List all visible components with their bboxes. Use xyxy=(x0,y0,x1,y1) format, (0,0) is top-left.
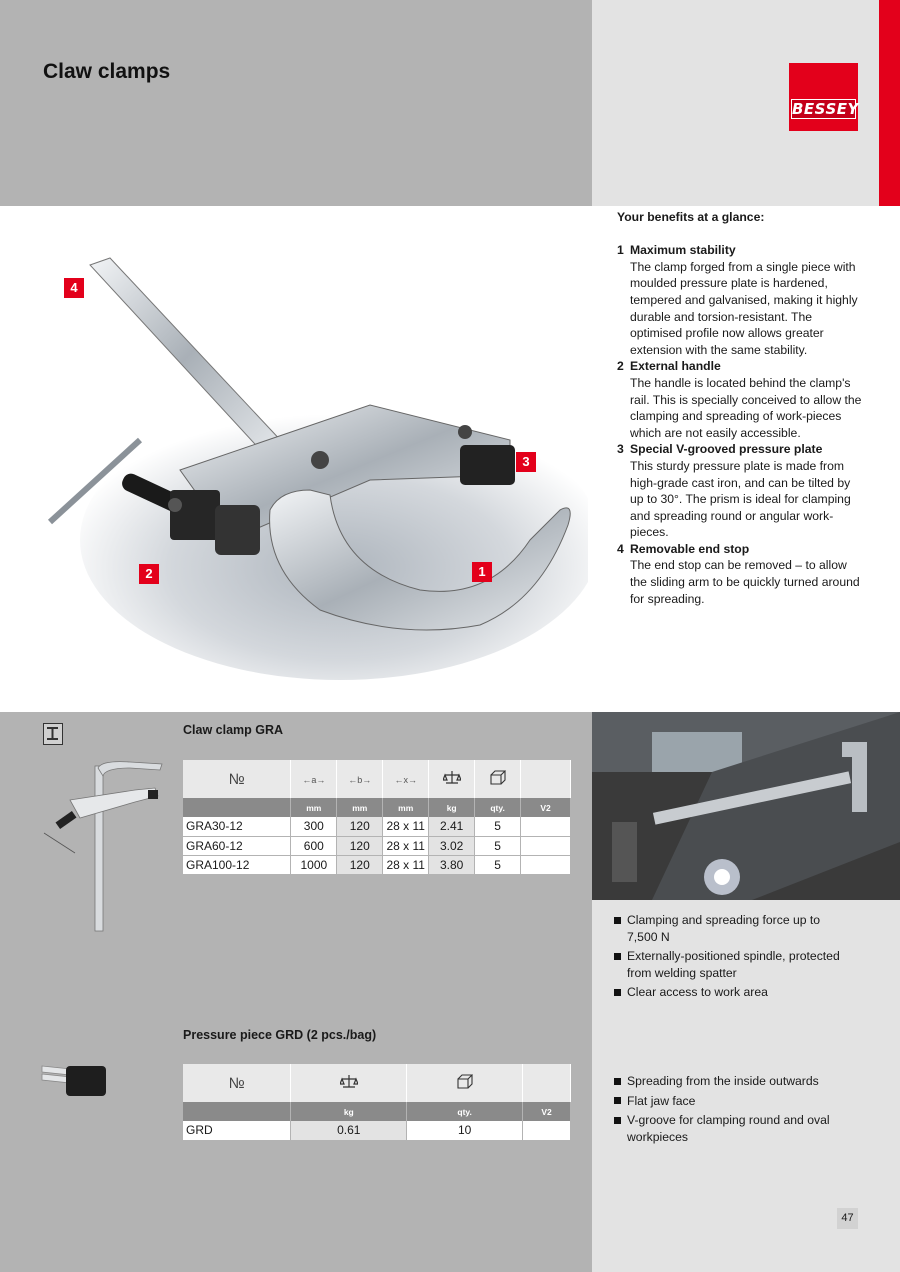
article-number-cell: GRD xyxy=(183,1121,291,1140)
i-beam-icon xyxy=(44,724,61,743)
bullet-square xyxy=(614,1078,621,1085)
workshop-image xyxy=(592,712,900,900)
list-item xyxy=(613,912,853,945)
list-item-text: V-groove for clamping round and oval workpieces xyxy=(627,1113,830,1144)
header-background xyxy=(0,0,592,206)
benefit-item xyxy=(617,242,867,358)
red-accent-strip xyxy=(879,0,900,206)
table-cell: 120 xyxy=(337,855,383,874)
table-row xyxy=(183,855,571,874)
article-number-cell: GRA30-12 xyxy=(183,817,291,836)
table-cell: 5 xyxy=(475,855,521,874)
dim-x-label: x xyxy=(403,775,408,785)
benefit-item xyxy=(617,441,867,541)
benefit-number: 4 xyxy=(617,541,624,556)
dim-x-header: ←x→ xyxy=(383,760,429,798)
list-item xyxy=(613,1112,853,1145)
benefits-section xyxy=(617,209,867,607)
v2-header xyxy=(523,1064,571,1102)
gra-product-table xyxy=(183,760,571,875)
gra-header-row xyxy=(183,760,571,798)
table-cell xyxy=(521,836,571,855)
table-cell: 1000 xyxy=(291,855,337,874)
benefit-text: The handle is located behind the clamp's rail. This is specially conceived to allow the clamping and spreading of work-pieces which are not easily accessible. xyxy=(630,375,862,440)
quantity-header xyxy=(475,760,521,798)
scale-icon xyxy=(443,770,461,786)
unit-cell: qty. xyxy=(475,798,521,817)
bullet-square xyxy=(614,953,621,960)
table-cell: 600 xyxy=(291,836,337,855)
benefit-item xyxy=(617,358,867,441)
grd-pressure-piece-drawing xyxy=(40,1058,110,1100)
list-item-text: Clear access to work area xyxy=(627,985,768,1000)
table-cell: 28 x 11 xyxy=(383,855,429,874)
article-number-cell: GRA60-12 xyxy=(183,836,291,855)
list-item-text: Externally-positioned spindle, protected from welding spatter xyxy=(627,949,840,980)
bessey-logo xyxy=(789,63,858,131)
list-item xyxy=(613,1073,853,1090)
logo-text: BESSEY xyxy=(792,100,859,118)
gra-feature-list xyxy=(613,912,853,1004)
article-number-header xyxy=(183,1064,291,1102)
dim-b-label: b xyxy=(357,775,363,785)
list-item xyxy=(613,1093,853,1110)
table-cell: 5 xyxy=(475,836,521,855)
unit-cell: mm xyxy=(383,798,429,817)
unit-cell: mm xyxy=(291,798,337,817)
grd-header-row xyxy=(183,1064,571,1102)
grd-section-title: Pressure piece GRD (2 pcs./bag) xyxy=(183,1028,377,1042)
dim-b-header: ←b→ xyxy=(337,760,383,798)
article-number-header xyxy=(183,760,291,798)
bullet-square xyxy=(614,1097,621,1104)
number-symbol: № xyxy=(228,1074,245,1092)
table-cell: 28 x 11 xyxy=(383,817,429,836)
unit-cell: mm xyxy=(337,798,383,817)
weight-header xyxy=(429,760,475,798)
grd-feature-list xyxy=(613,1073,853,1148)
unit-cell: V2 xyxy=(521,798,571,817)
i-beam-profile-icon xyxy=(43,723,63,745)
list-item xyxy=(613,984,853,1001)
benefits-heading: Your benefits at a glance: xyxy=(617,210,765,224)
page-number: 47 xyxy=(837,1208,858,1229)
grd-unit-row xyxy=(183,1102,571,1121)
benefit-title: External handle xyxy=(630,359,721,374)
benefit-text: The clamp forged from a single piece with moulded pressure plate is hardened, tempered and galvanised, making it highly durable and torsion-resistant. The optimised profile now allows greater extension with the same stability. xyxy=(630,259,858,357)
quantity-header xyxy=(407,1064,523,1102)
article-number-cell: GRA100-12 xyxy=(183,855,291,874)
benefit-text: This sturdy pressure plate is made from high-grade cast iron, and can be tilted by up to 30°. The prism is ideal for clamping and spreading round or angular work-pieces. xyxy=(630,458,851,540)
clamp-image xyxy=(40,240,588,700)
list-item xyxy=(613,948,853,981)
table-cell xyxy=(523,1121,571,1140)
table-cell: 0.61 xyxy=(291,1121,407,1140)
gra-unit-row xyxy=(183,798,571,817)
list-item-text: Flat jaw face xyxy=(627,1093,696,1108)
table-cell: 3.02 xyxy=(429,836,475,855)
table-cell: 10 xyxy=(407,1121,523,1140)
callout-badge-2: 2 xyxy=(139,564,159,584)
box-icon xyxy=(457,1074,473,1089)
unit-cell: V2 xyxy=(523,1102,571,1121)
scale-icon xyxy=(340,1074,358,1090)
table-row xyxy=(183,817,571,836)
bullet-square xyxy=(614,917,621,924)
claw-clamp-illustration xyxy=(40,240,588,700)
v2-header xyxy=(521,760,571,798)
dim-a-label: a xyxy=(311,775,317,785)
unit-cell: kg xyxy=(291,1102,407,1121)
gra-section-title: Claw clamp GRA xyxy=(183,723,284,737)
workshop-photo xyxy=(592,712,900,900)
callout-badge-4: 4 xyxy=(64,278,84,298)
number-symbol: № xyxy=(228,770,245,788)
table-cell: 28 x 11 xyxy=(383,836,429,855)
table-cell: 2.41 xyxy=(429,817,475,836)
table-row xyxy=(183,1121,571,1140)
weight-header xyxy=(291,1064,407,1102)
table-cell: 120 xyxy=(337,817,383,836)
benefit-item xyxy=(617,541,867,607)
table-cell: 5 xyxy=(475,817,521,836)
benefit-number: 1 xyxy=(617,243,624,258)
unit-cell xyxy=(183,1102,291,1121)
benefit-text: The end stop can be removed – to allow the sliding arm to be quickly turned around for spreading. xyxy=(630,558,860,606)
benefit-number: 3 xyxy=(617,442,624,457)
gra-clamp-image xyxy=(40,758,165,933)
callout-badge-3: 3 xyxy=(516,452,536,472)
list-item-text: Clamping and spreading force up to 7,500 N xyxy=(627,913,821,944)
callout-badge-1: 1 xyxy=(472,562,492,582)
table-cell: 3.80 xyxy=(429,855,475,874)
benefit-number: 2 xyxy=(617,359,624,374)
bullet-square xyxy=(614,1117,621,1124)
bullet-square xyxy=(614,989,621,996)
table-cell xyxy=(521,817,571,836)
box-icon xyxy=(490,770,506,785)
unit-cell xyxy=(183,798,291,817)
gra-clamp-drawing xyxy=(40,758,165,933)
grd-image xyxy=(40,1058,110,1100)
table-cell: 120 xyxy=(337,836,383,855)
benefit-title: Removable end stop xyxy=(630,541,750,556)
table-cell xyxy=(521,855,571,874)
benefit-title: Maximum stability xyxy=(630,243,736,258)
list-item-text: Spreading from the inside outwards xyxy=(627,1074,819,1088)
grd-product-table xyxy=(183,1064,571,1141)
benefit-title: Special V-grooved pressure plate xyxy=(630,442,823,457)
dim-a-header: ←a→ xyxy=(291,760,337,798)
unit-cell: qty. xyxy=(407,1102,523,1121)
table-row xyxy=(183,836,571,855)
page-title: Claw clamps xyxy=(43,60,171,83)
table-cell: 300 xyxy=(291,817,337,836)
unit-cell: kg xyxy=(429,798,475,817)
